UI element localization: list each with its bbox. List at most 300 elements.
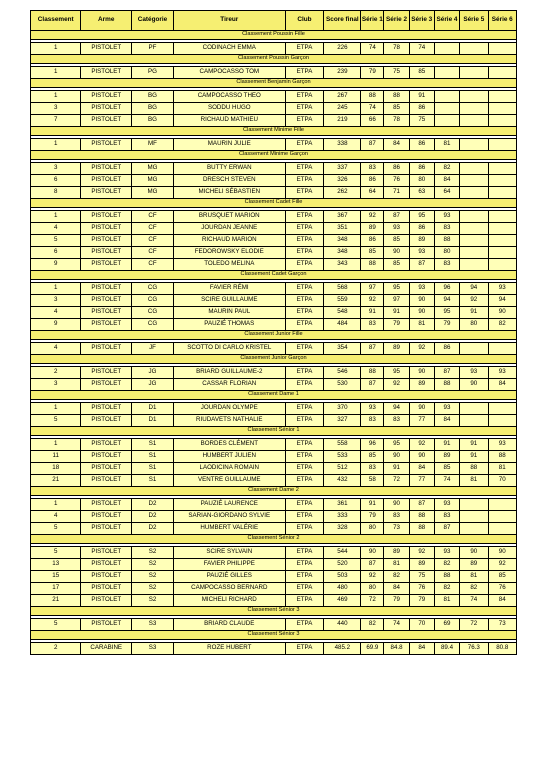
- cell-serie-6: [488, 43, 517, 55]
- table-row: [31, 175, 517, 187]
- cell-serie-3: 76: [409, 583, 434, 595]
- cell-classement: 3: [31, 379, 81, 391]
- cell-club: ETPA: [285, 91, 324, 103]
- cell-serie-3: 87: [409, 259, 434, 271]
- table-row: [31, 499, 517, 511]
- cell-serie-2: 74: [384, 619, 409, 631]
- cell-score-final: 326: [324, 175, 361, 187]
- cell-score-final: 354: [324, 343, 361, 355]
- cell-score-final: 558: [324, 439, 361, 451]
- cell-serie-4: 83: [434, 259, 459, 271]
- cell-club: ETPA: [285, 415, 324, 427]
- cell-serie-3: 81: [409, 319, 434, 331]
- cell-club: ETPA: [285, 283, 324, 295]
- cell-serie-2: 81: [384, 559, 409, 571]
- cell-tireur: VENTRE GUILLAUME: [174, 475, 286, 487]
- cell-serie-6: [488, 175, 517, 187]
- cell-arme: PISTOLET: [81, 379, 131, 391]
- category-row: [31, 31, 517, 40]
- cell-tireur: TOLEDO MELINA: [174, 259, 286, 271]
- cell-categorie: S1: [131, 451, 173, 463]
- cell-serie-1: 83: [361, 163, 384, 175]
- cell-serie-4: [434, 43, 459, 55]
- cell-serie-4: 88: [434, 235, 459, 247]
- cell-serie-6: [488, 163, 517, 175]
- cell-serie-1: 88: [361, 259, 384, 271]
- cell-categorie: D2: [131, 499, 173, 511]
- cell-serie-5: 91: [460, 451, 488, 463]
- cell-score-final: 520: [324, 559, 361, 571]
- table-row: [31, 67, 517, 79]
- cell-serie-1: 74: [361, 43, 384, 55]
- cell-serie-6: 73: [488, 619, 517, 631]
- cell-categorie: JG: [131, 379, 173, 391]
- category-title: Classement Minime Fille: [31, 127, 517, 136]
- cell-tireur: MAURIN JULIE: [174, 139, 286, 151]
- cell-classement: 2: [31, 367, 81, 379]
- cell-serie-6: [488, 139, 517, 151]
- cell-serie-2: 83: [384, 415, 409, 427]
- cell-serie-4: 82: [434, 583, 459, 595]
- cell-serie-3: 90: [409, 367, 434, 379]
- cell-classement: 1: [31, 91, 81, 103]
- cell-serie-4: 84: [434, 415, 459, 427]
- cell-serie-6: 94: [488, 295, 517, 307]
- cell-serie-6: 85: [488, 571, 517, 583]
- cell-arme: PISTOLET: [81, 247, 131, 259]
- cell-serie-3: 92: [409, 343, 434, 355]
- cell-score-final: 361: [324, 499, 361, 511]
- category-row: [31, 631, 517, 640]
- cell-serie-3: 63: [409, 187, 434, 199]
- category-row: [31, 607, 517, 616]
- cell-club: ETPA: [285, 523, 324, 535]
- table-row: [31, 283, 517, 295]
- cell-classement: 1: [31, 499, 81, 511]
- cell-club: ETPA: [285, 67, 324, 79]
- category-title: Classement Dame 2: [31, 487, 517, 496]
- cell-tireur: SCIRE GUILLAUME: [174, 295, 286, 307]
- cell-categorie: S2: [131, 559, 173, 571]
- cell-score-final: 348: [324, 247, 361, 259]
- cell-tireur: JOURDAN JEANNE: [174, 223, 286, 235]
- cell-categorie: S1: [131, 463, 173, 475]
- cell-categorie: CG: [131, 307, 173, 319]
- cell-serie-5: 81: [460, 571, 488, 583]
- cell-score-final: 337: [324, 163, 361, 175]
- cell-serie-2: 91: [384, 307, 409, 319]
- table-row: [31, 187, 517, 199]
- cell-classement: 3: [31, 103, 81, 115]
- cell-classement: 21: [31, 595, 81, 607]
- cell-score-final: 503: [324, 571, 361, 583]
- cell-arme: PISTOLET: [81, 115, 131, 127]
- cell-score-final: 327: [324, 415, 361, 427]
- cell-serie-2: 91: [384, 463, 409, 475]
- cell-club: ETPA: [285, 379, 324, 391]
- cell-serie-1: 79: [361, 67, 384, 79]
- cell-arme: PISTOLET: [81, 571, 131, 583]
- cell-serie-6: [488, 235, 517, 247]
- cell-arme: PISTOLET: [81, 583, 131, 595]
- cell-arme: PISTOLET: [81, 235, 131, 247]
- cell-serie-2: 89: [384, 343, 409, 355]
- cell-arme: PISTOLET: [81, 559, 131, 571]
- cell-club: ETPA: [285, 571, 324, 583]
- cell-serie-6: [488, 223, 517, 235]
- cell-arme: PISTOLET: [81, 439, 131, 451]
- cell-serie-3: 90: [409, 307, 434, 319]
- cell-serie-1: 89: [361, 223, 384, 235]
- cell-club: ETPA: [285, 499, 324, 511]
- cell-club: ETPA: [285, 259, 324, 271]
- cell-arme: PISTOLET: [81, 319, 131, 331]
- cell-score-final: 485.2: [324, 643, 361, 655]
- cell-serie-3: 90: [409, 403, 434, 415]
- cell-serie-1: 87: [361, 559, 384, 571]
- cell-score-final: 544: [324, 547, 361, 559]
- cell-serie-3: 89: [409, 235, 434, 247]
- cell-categorie: CG: [131, 295, 173, 307]
- table-row: [31, 415, 517, 427]
- cell-serie-3: 89: [409, 379, 434, 391]
- cell-serie-3: 79: [409, 595, 434, 607]
- cell-serie-2: 95: [384, 439, 409, 451]
- col-header-arme: Arme: [81, 11, 131, 31]
- cell-serie-3: 84: [409, 643, 434, 655]
- cell-classement: 1: [31, 43, 81, 55]
- cell-serie-3: 90: [409, 295, 434, 307]
- cell-serie-1: 72: [361, 595, 384, 607]
- cell-serie-2: 95: [384, 367, 409, 379]
- cell-classement: 2: [31, 643, 81, 655]
- cell-categorie: CF: [131, 223, 173, 235]
- cell-tireur: CAMPOCASSO BERNARD: [174, 583, 286, 595]
- cell-serie-3: 80: [409, 175, 434, 187]
- cell-arme: PISTOLET: [81, 547, 131, 559]
- cell-serie-1: 80: [361, 583, 384, 595]
- cell-serie-2: 84: [384, 139, 409, 151]
- cell-tireur: PAUZIÉ GILLES: [174, 571, 286, 583]
- cell-serie-3: 86: [409, 103, 434, 115]
- cell-serie-5: 81: [460, 475, 488, 487]
- cell-serie-3: 93: [409, 247, 434, 259]
- cell-club: ETPA: [285, 295, 324, 307]
- cell-serie-6: [488, 103, 517, 115]
- cell-tireur: BUTTY ERWAN: [174, 163, 286, 175]
- category-row: [31, 535, 517, 544]
- category-title: Classement Sénior 1: [31, 427, 517, 436]
- cell-categorie: S2: [131, 583, 173, 595]
- table-row: [31, 571, 517, 583]
- cell-categorie: D1: [131, 403, 173, 415]
- cell-serie-5: 76.3: [460, 643, 488, 655]
- cell-serie-1: 58: [361, 475, 384, 487]
- cell-serie-4: 93: [434, 403, 459, 415]
- cell-categorie: CF: [131, 259, 173, 271]
- cell-serie-1: 74: [361, 103, 384, 115]
- cell-score-final: 226: [324, 43, 361, 55]
- cell-serie-1: 88: [361, 367, 384, 379]
- cell-tireur: RICHAUD MATHIEU: [174, 115, 286, 127]
- col-header-serie-6: Série 6: [488, 11, 517, 31]
- cell-serie-5: 89: [460, 559, 488, 571]
- cell-classement: 6: [31, 247, 81, 259]
- category-title: Classement Sénior 3: [31, 631, 517, 640]
- cell-arme: PISTOLET: [81, 211, 131, 223]
- cell-arme: PISTOLET: [81, 475, 131, 487]
- cell-categorie: S3: [131, 643, 173, 655]
- cell-tireur: PAUZIÉ LAURENCE: [174, 499, 286, 511]
- cell-categorie: MG: [131, 175, 173, 187]
- cell-serie-6: [488, 511, 517, 523]
- table-row: [31, 319, 517, 331]
- cell-serie-4: 87: [434, 523, 459, 535]
- cell-categorie: S3: [131, 619, 173, 631]
- category-row: [31, 127, 517, 136]
- category-title: Classement Cadet Garçon: [31, 271, 517, 280]
- cell-serie-6: 93: [488, 283, 517, 295]
- cell-serie-5: [460, 91, 488, 103]
- cell-arme: PISTOLET: [81, 511, 131, 523]
- cell-serie-3: 88: [409, 511, 434, 523]
- cell-classement: 5: [31, 523, 81, 535]
- cell-serie-3: 95: [409, 211, 434, 223]
- cell-serie-2: 72: [384, 475, 409, 487]
- cell-score-final: 328: [324, 523, 361, 535]
- cell-serie-6: [488, 67, 517, 79]
- category-title: Classement Junior Fille: [31, 331, 517, 340]
- cell-classement: 3: [31, 295, 81, 307]
- cell-classement: 15: [31, 571, 81, 583]
- cell-serie-5: [460, 259, 488, 271]
- cell-club: ETPA: [285, 343, 324, 355]
- table-row: [31, 235, 517, 247]
- cell-categorie: MG: [131, 163, 173, 175]
- cell-score-final: 343: [324, 259, 361, 271]
- cell-club: ETPA: [285, 583, 324, 595]
- col-header-serie-1: Série 1: [361, 11, 384, 31]
- col-header-tireur: Tireur: [174, 11, 286, 31]
- cell-categorie: PF: [131, 43, 173, 55]
- cell-score-final: 480: [324, 583, 361, 595]
- cell-serie-4: 93: [434, 547, 459, 559]
- cell-serie-2: 82: [384, 571, 409, 583]
- cell-arme: PISTOLET: [81, 451, 131, 463]
- cell-serie-5: [460, 235, 488, 247]
- cell-serie-2: 88: [384, 91, 409, 103]
- cell-serie-2: 85: [384, 103, 409, 115]
- cell-arme: PISTOLET: [81, 343, 131, 355]
- cell-club: ETPA: [285, 595, 324, 607]
- cell-serie-5: 93: [460, 367, 488, 379]
- cell-score-final: 512: [324, 463, 361, 475]
- table-row: [31, 223, 517, 235]
- cell-serie-1: 97: [361, 283, 384, 295]
- cell-serie-3: 84: [409, 463, 434, 475]
- cell-club: ETPA: [285, 451, 324, 463]
- cell-tireur: SODDU HUGO: [174, 103, 286, 115]
- cell-serie-6: 84: [488, 379, 517, 391]
- cell-serie-4: 80: [434, 247, 459, 259]
- category-row: [31, 391, 517, 400]
- cell-serie-1: 96: [361, 439, 384, 451]
- cell-score-final: 239: [324, 67, 361, 79]
- cell-club: ETPA: [285, 163, 324, 175]
- cell-serie-3: 75: [409, 571, 434, 583]
- cell-tireur: HUMBERT VALÉRIE: [174, 523, 286, 535]
- cell-serie-5: 72: [460, 619, 488, 631]
- results-table: [30, 10, 517, 655]
- cell-classement: 4: [31, 223, 81, 235]
- table-row: [31, 211, 517, 223]
- cell-serie-4: 93: [434, 499, 459, 511]
- cell-serie-3: 74: [409, 43, 434, 55]
- cell-classement: 17: [31, 583, 81, 595]
- cell-score-final: 440: [324, 619, 361, 631]
- cell-serie-6: 81: [488, 463, 517, 475]
- cell-tireur: BORDES CLÉMENT: [174, 439, 286, 451]
- cell-tireur: RIUDAVETS NATHALIE: [174, 415, 286, 427]
- cell-serie-6: [488, 523, 517, 535]
- cell-categorie: D2: [131, 523, 173, 535]
- cell-serie-5: [460, 343, 488, 355]
- cell-serie-5: [460, 247, 488, 259]
- cell-serie-1: 87: [361, 343, 384, 355]
- cell-serie-2: 78: [384, 115, 409, 127]
- cell-classement: 5: [31, 619, 81, 631]
- cell-score-final: 367: [324, 211, 361, 223]
- cell-categorie: S2: [131, 595, 173, 607]
- cell-serie-5: [460, 511, 488, 523]
- cell-serie-3: 86: [409, 163, 434, 175]
- cell-serie-5: [460, 139, 488, 151]
- cell-serie-6: 76: [488, 583, 517, 595]
- cell-arme: PISTOLET: [81, 415, 131, 427]
- table-row: [31, 595, 517, 607]
- cell-tireur: MICHELI RICHARD: [174, 595, 286, 607]
- cell-serie-5: 88: [460, 463, 488, 475]
- category-row: [31, 331, 517, 340]
- cell-serie-6: 90: [488, 307, 517, 319]
- cell-serie-6: 80.8: [488, 643, 517, 655]
- cell-serie-1: 91: [361, 499, 384, 511]
- cell-arme: PISTOLET: [81, 91, 131, 103]
- cell-serie-2: 83: [384, 511, 409, 523]
- cell-serie-6: 92: [488, 559, 517, 571]
- cell-serie-4: [434, 67, 459, 79]
- cell-serie-3: 77: [409, 475, 434, 487]
- cell-serie-1: 90: [361, 547, 384, 559]
- cell-serie-6: [488, 343, 517, 355]
- table-row: [31, 451, 517, 463]
- cell-classement: 13: [31, 559, 81, 571]
- cell-club: ETPA: [285, 475, 324, 487]
- table-row: [31, 91, 517, 103]
- cell-serie-4: [434, 103, 459, 115]
- cell-serie-5: [460, 403, 488, 415]
- cell-club: ETPA: [285, 175, 324, 187]
- table-row: [31, 619, 517, 631]
- cell-classement: 4: [31, 511, 81, 523]
- table-row: [31, 343, 517, 355]
- cell-club: ETPA: [285, 139, 324, 151]
- cell-score-final: 484: [324, 319, 361, 331]
- cell-serie-2: 90: [384, 499, 409, 511]
- cell-tireur: PAUZIÉ THOMAS: [174, 319, 286, 331]
- cell-serie-2: 94: [384, 403, 409, 415]
- cell-club: ETPA: [285, 235, 324, 247]
- cell-tireur: FEDOROWSKY ELODIE: [174, 247, 286, 259]
- cell-club: ETPA: [285, 403, 324, 415]
- col-header-categorie: Catégorie: [131, 11, 173, 31]
- cell-categorie: D1: [131, 415, 173, 427]
- table-row: [31, 559, 517, 571]
- table-row: [31, 163, 517, 175]
- cell-categorie: MF: [131, 139, 173, 151]
- cell-categorie: S1: [131, 439, 173, 451]
- cell-serie-5: [460, 163, 488, 175]
- cell-arme: PISTOLET: [81, 259, 131, 271]
- header-row: [31, 11, 517, 31]
- cell-categorie: D2: [131, 511, 173, 523]
- cell-tireur: CAMPOCASSO TOM: [174, 67, 286, 79]
- cell-serie-1: 92: [361, 295, 384, 307]
- table-row: [31, 307, 517, 319]
- cell-serie-5: [460, 523, 488, 535]
- cell-serie-6: 90: [488, 547, 517, 559]
- cell-categorie: CF: [131, 247, 173, 259]
- cell-serie-2: 86: [384, 163, 409, 175]
- cell-classement: 1: [31, 283, 81, 295]
- cell-classement: 1: [31, 67, 81, 79]
- cell-classement: 9: [31, 319, 81, 331]
- cell-serie-5: 74: [460, 595, 488, 607]
- cell-serie-6: [488, 247, 517, 259]
- cell-tireur: CAMPOCASSO THEO: [174, 91, 286, 103]
- cell-serie-4: 79: [434, 319, 459, 331]
- table-row: [31, 295, 517, 307]
- cell-serie-5: 90: [460, 379, 488, 391]
- table-row: [31, 511, 517, 523]
- cell-serie-2: 84: [384, 583, 409, 595]
- cell-categorie: CG: [131, 319, 173, 331]
- cell-categorie: S2: [131, 547, 173, 559]
- cell-serie-6: [488, 259, 517, 271]
- cell-arme: PISTOLET: [81, 43, 131, 55]
- cell-tireur: MAURIN PAUL: [174, 307, 286, 319]
- col-header-classement: Classement: [31, 11, 81, 31]
- cell-serie-6: 88: [488, 451, 517, 463]
- cell-club: ETPA: [285, 511, 324, 523]
- cell-classement: 6: [31, 175, 81, 187]
- cell-score-final: 262: [324, 187, 361, 199]
- cell-score-final: 348: [324, 235, 361, 247]
- cell-tireur: BRUSQUET MARION: [174, 211, 286, 223]
- cell-serie-5: 94: [460, 283, 488, 295]
- category-row: [31, 199, 517, 208]
- cell-serie-4: 95: [434, 307, 459, 319]
- cell-serie-4: 64: [434, 187, 459, 199]
- cell-serie-3: 89: [409, 559, 434, 571]
- cell-serie-3: 91: [409, 91, 434, 103]
- cell-serie-2: 85: [384, 235, 409, 247]
- cell-club: ETPA: [285, 547, 324, 559]
- cell-tireur: ROZE HUBERT: [174, 643, 286, 655]
- cell-serie-5: [460, 187, 488, 199]
- cell-club: ETPA: [285, 643, 324, 655]
- category-row: [31, 487, 517, 496]
